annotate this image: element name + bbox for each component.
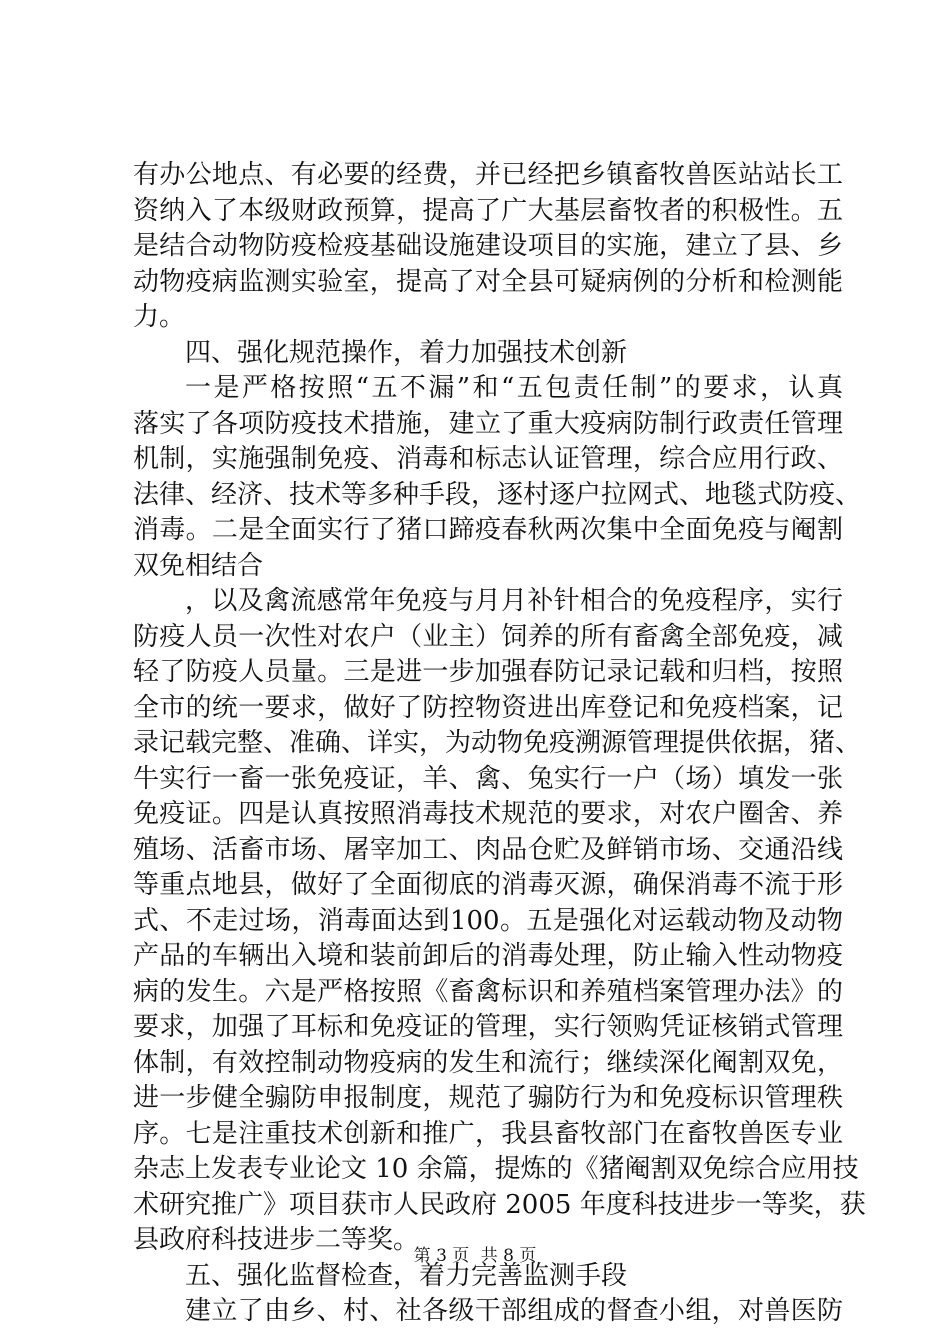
text-line: 殖场、活畜市场、屠宰加工、肉品仓贮及鲜销市场、交通沿线 — [133, 834, 843, 865]
text-line: 是结合动物防疫检疫基础设施建设项目的实施，建立了县、乡 — [133, 231, 843, 261]
page-number: 第 3 页 — [413, 1246, 470, 1266]
page-total: 共 8 页 — [480, 1246, 537, 1266]
text-line: 机制，实施强制免疫、消毒和标志认证管理，综合应用行政、 — [133, 444, 843, 474]
text-line: 一是严格按照“五不漏”和“五包责任制”的要求，认真 — [185, 373, 843, 403]
text-line: 牛实行一畜一张免疫证，羊、禽、兔实行一户（场）填发一张 — [133, 763, 843, 794]
text-line: 杂志上发表专业论文 10 余篇，提炼的《猪阉割双免综合应用技 — [133, 1154, 859, 1184]
text-line: 产品的车辆出入境和装前卸后的消毒处理，防止输入性动物疫 — [133, 941, 843, 971]
text-line: 病的发生。六是严格按照《畜禽标识和养殖档案管理办法》的 — [133, 976, 843, 1007]
text-line: 全市的统一要求，做好了防控物资进出库登记和免疫档案，记 — [133, 692, 843, 723]
text-line: 力。 — [133, 302, 186, 332]
text-line: 资纳入了本级财政预算，提高了广大基层畜牧者的积极性。五 — [133, 195, 843, 226]
document-body — [133, 158, 866, 1330]
text-line: 落实了各项防疫技术措施，建立了重大疫病防制行政责任管理 — [133, 408, 843, 439]
text-line: 免疫证。四是认真按照消毒技术规范的要求，对农户圈舍、养 — [133, 799, 843, 829]
text-line: 有办公地点、有必要的经费，并已经把乡镇畜牧兽医站站长工 — [133, 160, 843, 190]
text-line: 序。七是注重技术创新和推广，我县畜牧部门在畜牧兽医专业 — [133, 1118, 843, 1149]
text-line: ，以及禽流感常年免疫与月月补针相合的免疫程序，实行 — [185, 586, 843, 616]
section-heading: 四、强化规范操作，着力加强技术创新 — [185, 337, 628, 368]
text-line: 建立了由乡、村、社各级干部组成的督查小组，对兽医防 — [185, 1296, 843, 1326]
text-line: 防疫人员一次性对农户（业主）饲养的所有畜禽全部免疫，减 — [133, 621, 843, 652]
text-line: 县政府科技进步二等奖。 — [133, 1225, 420, 1255]
text-line: 双免相结合 — [133, 550, 264, 581]
text-line: 体制，有效控制动物疫病的发生和流行；继续深化阉割双免， — [133, 1047, 843, 1078]
text-line: 式、不走过场，消毒面达到100。五是强化对运载动物及动物 — [133, 905, 843, 936]
text-line: 动物疫病监测实验室，提高了对全县可疑病例的分析和检测能 — [133, 266, 843, 297]
text-line: 要求，加强了耳标和免疫证的管理，实行领购凭证核销式管理 — [133, 1012, 843, 1042]
text-line: 法律、经济、技术等多种手段，逐村逐户拉网式、地毯式防疫、 — [133, 479, 862, 510]
text-line: 等重点地县，做好了全面彻底的消毒灭源，确保消毒不流于形 — [133, 870, 843, 900]
text-line: 消毒。二是全面实行了猪口蹄疫春秋两次集中全面免疫与阉割 — [133, 515, 843, 545]
text-line: 轻了防疫人员量。三是进一步加强春防记录记载和归档，按照 — [133, 657, 843, 687]
section-heading: 五、强化监督检查，着力完善监测手段 — [185, 1260, 628, 1291]
page-footer — [0, 1245, 950, 1267]
text-line: 术研究推广》项目获市人民政府 2005 年度科技进步一等奖，获 — [133, 1189, 866, 1220]
text-line: 录记载完整、准确、详实，为动物免疫溯源管理提供依据，猪、 — [133, 728, 862, 758]
text-line: 进一步健全骟防申报制度，规范了骟防行为和免疫标识管理秩 — [133, 1083, 843, 1113]
